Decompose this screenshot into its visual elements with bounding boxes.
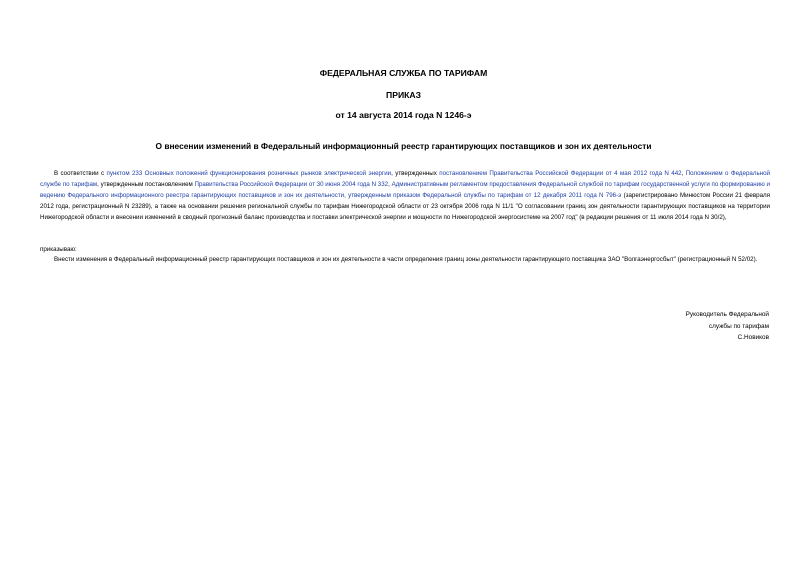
link-government-decree-442[interactable]: постановлением Правительства Российской Федерации от 4 мая 2012 года N 442 (439, 170, 682, 177)
link-retail-markets-rules[interactable]: пунктом 233 Основных положений функционирования розничных рынков электрической энергии (106, 170, 392, 177)
link-fst-regulation[interactable]: Положением о Федеральной службе по тарифам (40, 170, 770, 189)
link-administrative-regulation[interactable]: Административным регламентом предоставления Федеральной службой по тарифам государственной услуги по формированию и ведению Федерального информационного реестра гарантирующих поставщиков и зон их деятельности, утвержденным приказом Федеральной службы по тарифам от 12 декабря 2011 года N 796-э (40, 181, 770, 200)
preamble-text-6: (зарегистрировано Минюстом России 21 февраля 2012 года, регистрационный N 23289), а также на основании решения региональной службы по тарифам Нижегородской области от 23 октября 2006 года N 11/1 "О согласовании границ зон деятельности гарантирующих поставщиков на территории Нижегородской области и внесении изменений в сводный прогнозный баланс производства и поставки электрической энергии и мощности по Нижегородской энергосистеме на 2007 год" (в редакции решения от 11 июля 2014 года N 30/2), (40, 192, 770, 222)
preamble-text-2: , утвержденных (391, 170, 440, 177)
document-title: О внесении изменений в Федеральный информационный реестр гарантирующих поставщиков и зон их деятельности (155, 141, 652, 151)
order-word: приказываю: (40, 246, 77, 253)
preamble-text-3: , (681, 170, 686, 177)
preamble-text-1: В соответствии с (54, 170, 107, 177)
signature-position-line1: Руководитель Федеральной (685, 311, 769, 318)
preamble-paragraph (40, 168, 770, 223)
signature-block (569, 309, 769, 344)
date-number-heading: от 14 августа 2014 года N 1246-э (335, 110, 472, 120)
signature-position-line2: службы по тарифам (708, 322, 769, 330)
link-government-decree-332[interactable]: Правительства Российской Федерации от 30 июня 2004 года N 332 (194, 181, 389, 189)
agency-heading: ФЕДЕРАЛЬНАЯ СЛУЖБА ПО ТАРИФАМ (319, 68, 488, 78)
preamble-text-5: , (388, 181, 392, 189)
preamble-text-4: , утвержденным постановлением (97, 181, 195, 189)
document-type-heading: ПРИКАЗ (386, 90, 421, 100)
order-paragraph: Внести изменения в Федеральный информационный реестр гарантирующих поставщиков и зон их деятельности в части определения границ зоны деятельности гарантирующего поставщика ЗАО "Волгаэнергосбыт" (регистрационный N 52/02). (54, 256, 758, 263)
signature-name: С.Новиков (737, 334, 769, 342)
